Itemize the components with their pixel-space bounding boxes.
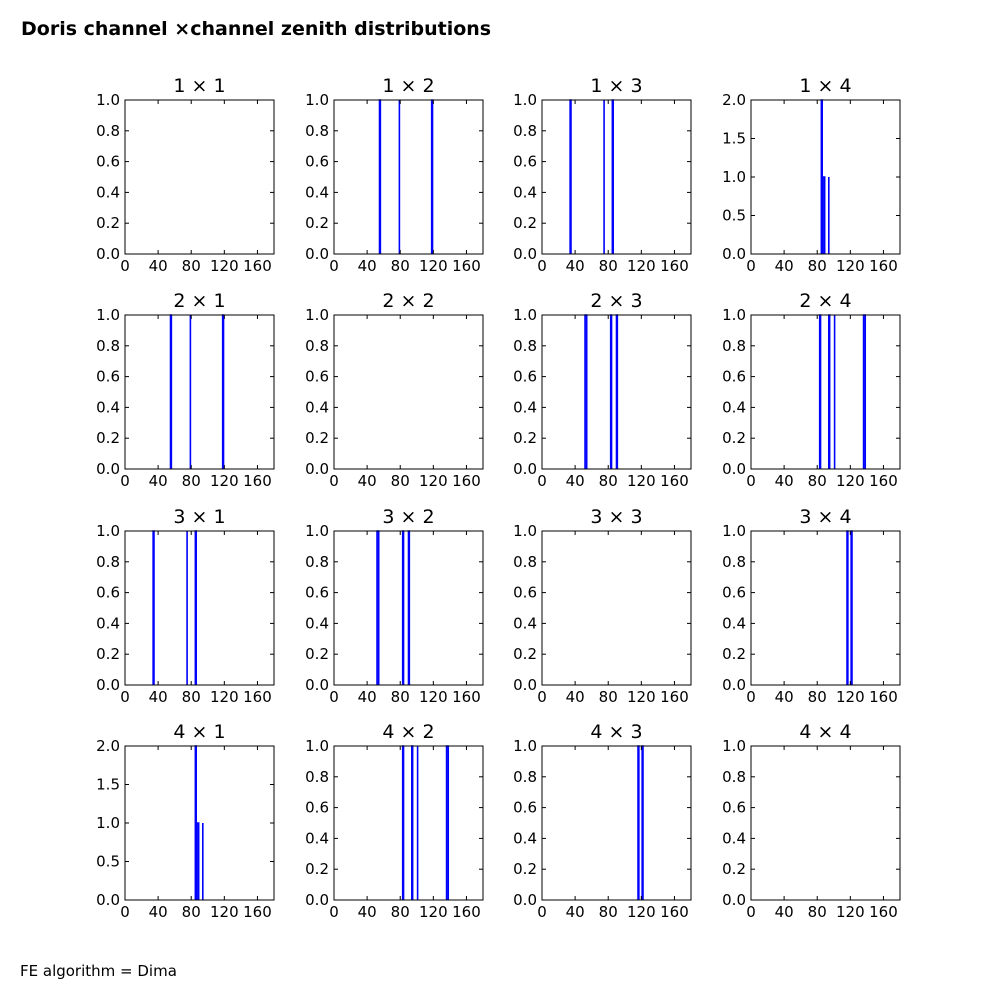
x-tick-label: 40	[148, 688, 168, 706]
y-tick-label: 0.2	[722, 645, 746, 664]
histogram-bar	[377, 531, 379, 685]
y-tick-label: 0.6	[513, 152, 537, 171]
y-tick-label: 0.2	[305, 429, 329, 448]
y-tick-label: 0.8	[722, 767, 746, 786]
subplot-title: 4 × 1	[173, 721, 226, 743]
figure-footnote: FE algorithm = Dima	[20, 962, 177, 980]
y-tick-label: 0.2	[96, 214, 120, 233]
x-tick-label: 160	[243, 903, 272, 921]
histogram-bar	[823, 177, 825, 254]
x-tick-label: 120	[836, 688, 865, 706]
axes-frame	[751, 315, 900, 469]
x-tick-label: 40	[774, 903, 794, 921]
y-tick-label: 0.4	[722, 614, 746, 633]
y-tick-label: 0.6	[722, 798, 746, 817]
x-tick-label: 160	[452, 257, 481, 275]
x-tick-label: 160	[660, 257, 689, 275]
x-tick-label: 40	[565, 257, 585, 275]
subplot-2-3	[513, 290, 691, 490]
y-tick-label: 1.0	[96, 814, 120, 832]
y-tick-label: 0.8	[96, 121, 120, 140]
x-tick-label: 160	[660, 903, 689, 921]
y-tick-label: 1.0	[513, 91, 537, 109]
histogram-bar	[403, 531, 404, 685]
x-tick-label: 120	[836, 257, 865, 275]
x-tick-label: 160	[243, 688, 272, 706]
y-tick-label: 0.0	[96, 460, 120, 478]
y-tick-label: 0.2	[513, 645, 537, 664]
subplot-2-2	[305, 290, 483, 490]
y-tick-label: 0.6	[305, 583, 329, 602]
y-tick-label: 0.0	[96, 676, 120, 694]
x-tick-label: 120	[419, 257, 448, 275]
subplot-title: 3 × 2	[382, 506, 435, 528]
subplot-4-1	[96, 721, 274, 921]
x-tick-label: 80	[390, 903, 410, 921]
y-tick-label: 0.0	[513, 245, 537, 263]
y-tick-label: 0.8	[513, 767, 537, 786]
subplot-4-3	[513, 721, 691, 921]
subplot-title: 2 × 1	[173, 290, 226, 312]
x-tick-label: 40	[357, 688, 377, 706]
x-tick-label: 0	[329, 257, 339, 275]
histogram-bar	[412, 746, 413, 900]
x-tick-label: 0	[746, 688, 756, 706]
x-tick-label: 160	[660, 472, 689, 490]
y-tick-label: 0.0	[96, 245, 120, 263]
y-tick-label: 0.4	[305, 829, 329, 848]
histogram-bar	[611, 315, 612, 469]
x-tick-label: 80	[181, 472, 201, 490]
y-tick-label: 0.2	[96, 645, 120, 664]
histogram-bar	[617, 315, 618, 469]
y-tick-label: 0.4	[96, 398, 120, 417]
subplot-2-4	[722, 290, 900, 490]
x-tick-label: 160	[243, 257, 272, 275]
y-tick-label: 0.2	[305, 860, 329, 879]
histogram-bar	[197, 823, 199, 900]
x-tick-label: 80	[807, 257, 827, 275]
y-tick-label: 0.4	[513, 183, 537, 202]
y-tick-label: 0.2	[96, 429, 120, 448]
histogram-bar	[447, 746, 449, 900]
x-tick-label: 0	[120, 257, 130, 275]
x-tick-label: 80	[807, 688, 827, 706]
subplot-title: 2 × 2	[382, 290, 435, 312]
x-tick-label: 160	[243, 472, 272, 490]
subplot-title: 4 × 2	[382, 721, 435, 743]
x-tick-label: 0	[746, 903, 756, 921]
x-tick-label: 160	[452, 472, 481, 490]
x-tick-label: 40	[148, 257, 168, 275]
histogram-bar	[153, 531, 154, 685]
x-tick-label: 40	[565, 903, 585, 921]
x-tick-label: 40	[148, 472, 168, 490]
x-tick-label: 0	[537, 688, 547, 706]
histogram-bar	[612, 100, 613, 254]
y-tick-label: 0.2	[305, 214, 329, 233]
x-tick-label: 0	[329, 903, 339, 921]
y-tick-label: 0.4	[96, 614, 120, 633]
histogram-bar	[570, 100, 571, 254]
x-tick-label: 160	[869, 688, 898, 706]
axes-frame	[125, 531, 274, 685]
subplot-1-3	[513, 75, 691, 275]
histogram-bar	[847, 531, 848, 685]
histogram-bar	[380, 100, 381, 254]
y-tick-label: 0.4	[305, 398, 329, 417]
x-tick-label: 160	[452, 688, 481, 706]
y-tick-label: 1.0	[722, 737, 746, 755]
axes-frame	[751, 100, 900, 254]
subplot-1-4	[722, 75, 900, 275]
subplot-4-4	[722, 721, 900, 921]
histogram-bar	[638, 746, 639, 900]
x-tick-label: 0	[120, 472, 130, 490]
axes-frame	[542, 746, 691, 900]
histogram-bar	[585, 315, 587, 469]
x-tick-label: 40	[148, 903, 168, 921]
x-tick-label: 0	[746, 472, 756, 490]
y-tick-label: 0.5	[722, 206, 746, 225]
y-tick-label: 1.5	[722, 129, 746, 148]
histogram-bar	[432, 100, 433, 254]
x-tick-label: 80	[598, 257, 618, 275]
y-tick-label: 0.6	[722, 583, 746, 602]
axes-frame	[751, 746, 900, 900]
y-tick-label: 0.6	[305, 152, 329, 171]
y-tick-label: 0.0	[305, 891, 329, 909]
y-tick-label: 1.0	[722, 168, 746, 186]
y-tick-label: 1.0	[513, 737, 537, 755]
subplot-4-2	[305, 721, 483, 921]
axes-frame	[542, 531, 691, 685]
x-tick-label: 80	[390, 257, 410, 275]
subplot-title: 3 × 4	[799, 506, 852, 528]
x-tick-label: 40	[565, 472, 585, 490]
x-tick-label: 120	[419, 472, 448, 490]
x-tick-label: 80	[598, 472, 618, 490]
y-tick-label: 0.8	[96, 552, 120, 571]
y-tick-label: 0.8	[305, 767, 329, 786]
subplot-title: 1 × 2	[382, 75, 435, 97]
x-tick-label: 120	[210, 472, 239, 490]
x-tick-label: 0	[120, 688, 130, 706]
y-tick-label: 0.5	[96, 852, 120, 871]
y-tick-label: 0.0	[305, 245, 329, 263]
x-tick-label: 40	[357, 257, 377, 275]
histogram-bar	[195, 746, 196, 900]
y-tick-label: 1.0	[96, 306, 120, 324]
y-tick-label: 0.6	[96, 583, 120, 602]
subplot-title: 2 × 4	[799, 290, 852, 312]
y-tick-label: 0.4	[513, 614, 537, 633]
x-tick-label: 120	[210, 257, 239, 275]
y-tick-label: 0.8	[513, 552, 537, 571]
y-tick-label: 0.0	[305, 460, 329, 478]
x-tick-label: 80	[181, 903, 201, 921]
x-tick-label: 80	[390, 472, 410, 490]
y-tick-label: 1.0	[305, 737, 329, 755]
y-tick-label: 0.6	[513, 798, 537, 817]
axes-frame	[334, 746, 483, 900]
y-tick-label: 0.0	[513, 676, 537, 694]
subplot-title: 4 × 4	[799, 721, 852, 743]
y-tick-label: 0.4	[722, 829, 746, 848]
y-tick-label: 0.6	[96, 367, 120, 386]
x-tick-label: 120	[627, 257, 656, 275]
x-tick-label: 120	[419, 903, 448, 921]
y-tick-label: 0.2	[722, 860, 746, 879]
y-tick-label: 0.0	[305, 676, 329, 694]
y-tick-label: 0.0	[96, 891, 120, 909]
histogram-bar	[642, 746, 643, 900]
histogram-bar	[223, 315, 224, 469]
subplot-1-1	[96, 75, 274, 275]
y-tick-label: 0.8	[513, 121, 537, 140]
y-tick-label: 0.2	[305, 645, 329, 664]
y-tick-label: 0.4	[722, 398, 746, 417]
x-tick-label: 120	[419, 688, 448, 706]
x-tick-label: 120	[627, 688, 656, 706]
x-tick-label: 160	[869, 903, 898, 921]
y-tick-label: 1.0	[305, 522, 329, 540]
y-tick-label: 0.4	[96, 183, 120, 202]
subplot-2-1	[96, 290, 274, 490]
y-tick-label: 0.4	[513, 829, 537, 848]
x-tick-label: 40	[774, 688, 794, 706]
y-tick-label: 0.6	[305, 367, 329, 386]
y-tick-label: 0.4	[305, 183, 329, 202]
x-tick-label: 40	[357, 903, 377, 921]
y-tick-label: 1.0	[722, 306, 746, 324]
axes-frame	[334, 100, 483, 254]
subplot-title: 3 × 1	[173, 506, 226, 528]
axes-frame	[334, 315, 483, 469]
subplot-title: 2 × 3	[590, 290, 643, 312]
x-tick-label: 80	[598, 903, 618, 921]
histogram-bar	[195, 531, 196, 685]
y-tick-label: 0.8	[513, 336, 537, 355]
y-tick-label: 0.0	[722, 891, 746, 909]
x-tick-label: 0	[329, 472, 339, 490]
y-tick-label: 0.6	[722, 367, 746, 386]
x-tick-label: 160	[660, 688, 689, 706]
subplot-3-3	[513, 506, 691, 706]
y-tick-label: 1.0	[305, 91, 329, 109]
x-tick-label: 80	[181, 257, 201, 275]
y-tick-label: 0.6	[513, 583, 537, 602]
y-tick-label: 2.0	[96, 737, 120, 755]
y-tick-label: 0.0	[722, 676, 746, 694]
y-tick-label: 1.0	[96, 522, 120, 540]
y-tick-label: 0.8	[305, 552, 329, 571]
y-tick-label: 0.8	[305, 336, 329, 355]
x-tick-label: 120	[627, 472, 656, 490]
x-tick-label: 0	[329, 688, 339, 706]
subplot-3-2	[305, 506, 483, 706]
y-tick-label: 0.0	[513, 891, 537, 909]
y-tick-label: 1.0	[305, 306, 329, 324]
histogram-bar	[851, 531, 852, 685]
y-tick-label: 1.0	[513, 306, 537, 324]
axes-frame	[751, 531, 900, 685]
y-tick-label: 0.6	[96, 152, 120, 171]
y-tick-label: 1.5	[96, 775, 120, 794]
y-tick-label: 0.2	[513, 860, 537, 879]
x-tick-label: 0	[746, 257, 756, 275]
x-tick-label: 160	[869, 257, 898, 275]
x-tick-label: 0	[537, 472, 547, 490]
histogram-bar	[409, 531, 410, 685]
y-tick-label: 0.2	[513, 429, 537, 448]
y-tick-label: 0.4	[305, 614, 329, 633]
x-tick-label: 160	[452, 903, 481, 921]
y-tick-label: 0.2	[722, 429, 746, 448]
y-tick-label: 0.8	[96, 336, 120, 355]
y-tick-label: 0.8	[305, 121, 329, 140]
x-tick-label: 0	[537, 257, 547, 275]
axes-frame	[125, 746, 274, 900]
x-tick-label: 80	[181, 688, 201, 706]
y-tick-label: 0.8	[722, 552, 746, 571]
x-tick-label: 160	[869, 472, 898, 490]
histogram-bar	[864, 315, 866, 469]
y-tick-label: 0.0	[722, 245, 746, 263]
histogram-bar	[820, 315, 821, 469]
x-tick-label: 40	[774, 257, 794, 275]
x-tick-label: 40	[357, 472, 377, 490]
subplot-3-4	[722, 506, 900, 706]
x-tick-label: 0	[120, 903, 130, 921]
x-tick-label: 80	[390, 688, 410, 706]
subplot-title: 1 × 3	[590, 75, 643, 97]
x-tick-label: 80	[598, 688, 618, 706]
subplot-title: 1 × 1	[173, 75, 226, 97]
x-tick-label: 80	[807, 472, 827, 490]
y-tick-label: 0.2	[513, 214, 537, 233]
histogram-bar	[171, 315, 172, 469]
y-tick-label: 1.0	[722, 522, 746, 540]
subplot-title: 3 × 3	[590, 506, 643, 528]
y-tick-label: 2.0	[722, 91, 746, 109]
axes-frame	[125, 315, 274, 469]
x-tick-label: 80	[807, 903, 827, 921]
y-tick-label: 0.0	[513, 460, 537, 478]
y-tick-label: 0.4	[513, 398, 537, 417]
x-tick-label: 0	[537, 903, 547, 921]
y-tick-label: 0.8	[722, 336, 746, 355]
x-tick-label: 120	[836, 472, 865, 490]
x-tick-label: 40	[774, 472, 794, 490]
y-tick-label: 0.6	[513, 367, 537, 386]
x-tick-label: 120	[210, 903, 239, 921]
subplot-title: 4 × 3	[590, 721, 643, 743]
subplot-1-2	[305, 75, 483, 275]
x-tick-label: 40	[565, 688, 585, 706]
y-tick-label: 1.0	[96, 91, 120, 109]
x-tick-label: 120	[836, 903, 865, 921]
figure-title: Doris channel ×channel zenith distributions	[21, 18, 492, 40]
x-tick-label: 120	[627, 903, 656, 921]
subplot-3-1	[96, 506, 274, 706]
x-tick-label: 120	[210, 688, 239, 706]
histogram-bar	[403, 746, 404, 900]
y-tick-label: 1.0	[513, 522, 537, 540]
y-tick-label: 0.0	[722, 460, 746, 478]
subplot-title: 1 × 4	[799, 75, 852, 97]
axes-frame	[125, 100, 274, 254]
histogram-bar	[821, 100, 822, 254]
axes-frame	[542, 100, 691, 254]
histogram-bar	[829, 315, 830, 469]
y-tick-label: 0.6	[305, 798, 329, 817]
